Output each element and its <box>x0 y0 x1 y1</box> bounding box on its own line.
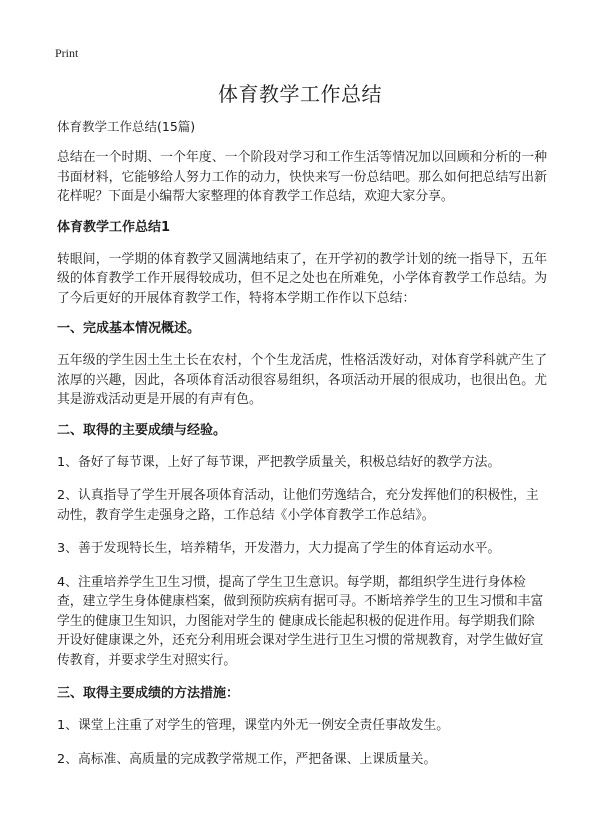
overview-paragraph: 五年级的学生因土生土长在农村，个个生龙活虎，性格活泼好动，对体育学科就产生了浓厚的兴趣，因此，各项体育活动很容易组织，各项活动开展的很成功，也很出色。尤其是游戏活动更是开展的有声有色。 <box>57 353 547 407</box>
heading-achievements: 二、取得的主要成绩与经验。 <box>57 422 227 438</box>
opening-paragraph: 转眼间，一学期的体育教学又圆满地结束了，在开学初的教学计划的统一指导下，五年级的体育教学工作开展得较成功，但不足之处也在所难免，小学体育教学工作总结。为了今后更好的开展体育教学工作，特将本学期工作作以下总结： <box>57 251 547 306</box>
document-body <box>57 118 547 783</box>
heading-overview: 一、完成基本情况概述。 <box>57 321 201 336</box>
method-item-1: 1、课堂上注重了对学生的管理，课堂内外无一例安全责任事故发生。 <box>57 718 450 733</box>
achievement-item-3: 3、善于发现特长生，培养精华，开发潜力，大力提高了学生的体育运动水平。 <box>57 541 501 556</box>
achievement-item-2: 2、认真指导了学生开展各项体育活动，让他们劳逸结合，充分发挥他们的积极性，主动性，教育学生走强身之路，工作总结《小学体育教学工作总结》。 <box>57 488 539 523</box>
section-title: 体育教学工作总结1 <box>57 219 171 235</box>
heading-methods: 三、取得主要成绩的方法措施： <box>57 686 240 701</box>
achievement-item-1: 1、备好了每节课，上好了每节课，严把教学质量关，积极总结好的教学方法。 <box>57 454 501 470</box>
page-title: 体育教学工作总结 <box>218 82 382 106</box>
method-item-2: 2、高标准、高质量的完成教学常规工作，严把备课、上课质量关。 <box>57 751 437 767</box>
achievement-item-4: 4、注重培养学生卫生习惯，提高了学生卫生意识。每学期，都组织学生进行身体检查，建立学生身体健康档案，做到预防疾病有据可寻。不断培养学生的卫生习惯和丰富学生的健康卫生知识，力图能对学生的 健康成长能起积极的促进作用。每学期我们除开设好健康课之外，还充分利用班会课对学生进行卫生习惯的常规教育，对学生做好宣传教育，并要求学生对照实行。 <box>57 574 544 668</box>
intro-paragraph: 总结在一个时期、一个年度、一个阶段对学习和工作生活等情况加以回顾和分析的一种书面材料，它能够给人努力工作的动力，快快来写一份总结吧。那么如何把总结写出新花样呢？下面是小编帮大家整理的体育教学工作总结，欢迎大家分享。 <box>57 150 547 204</box>
document-subtitle: 体育教学工作总结(15篇) <box>57 119 196 134</box>
print-link[interactable]: Print <box>55 46 79 60</box>
